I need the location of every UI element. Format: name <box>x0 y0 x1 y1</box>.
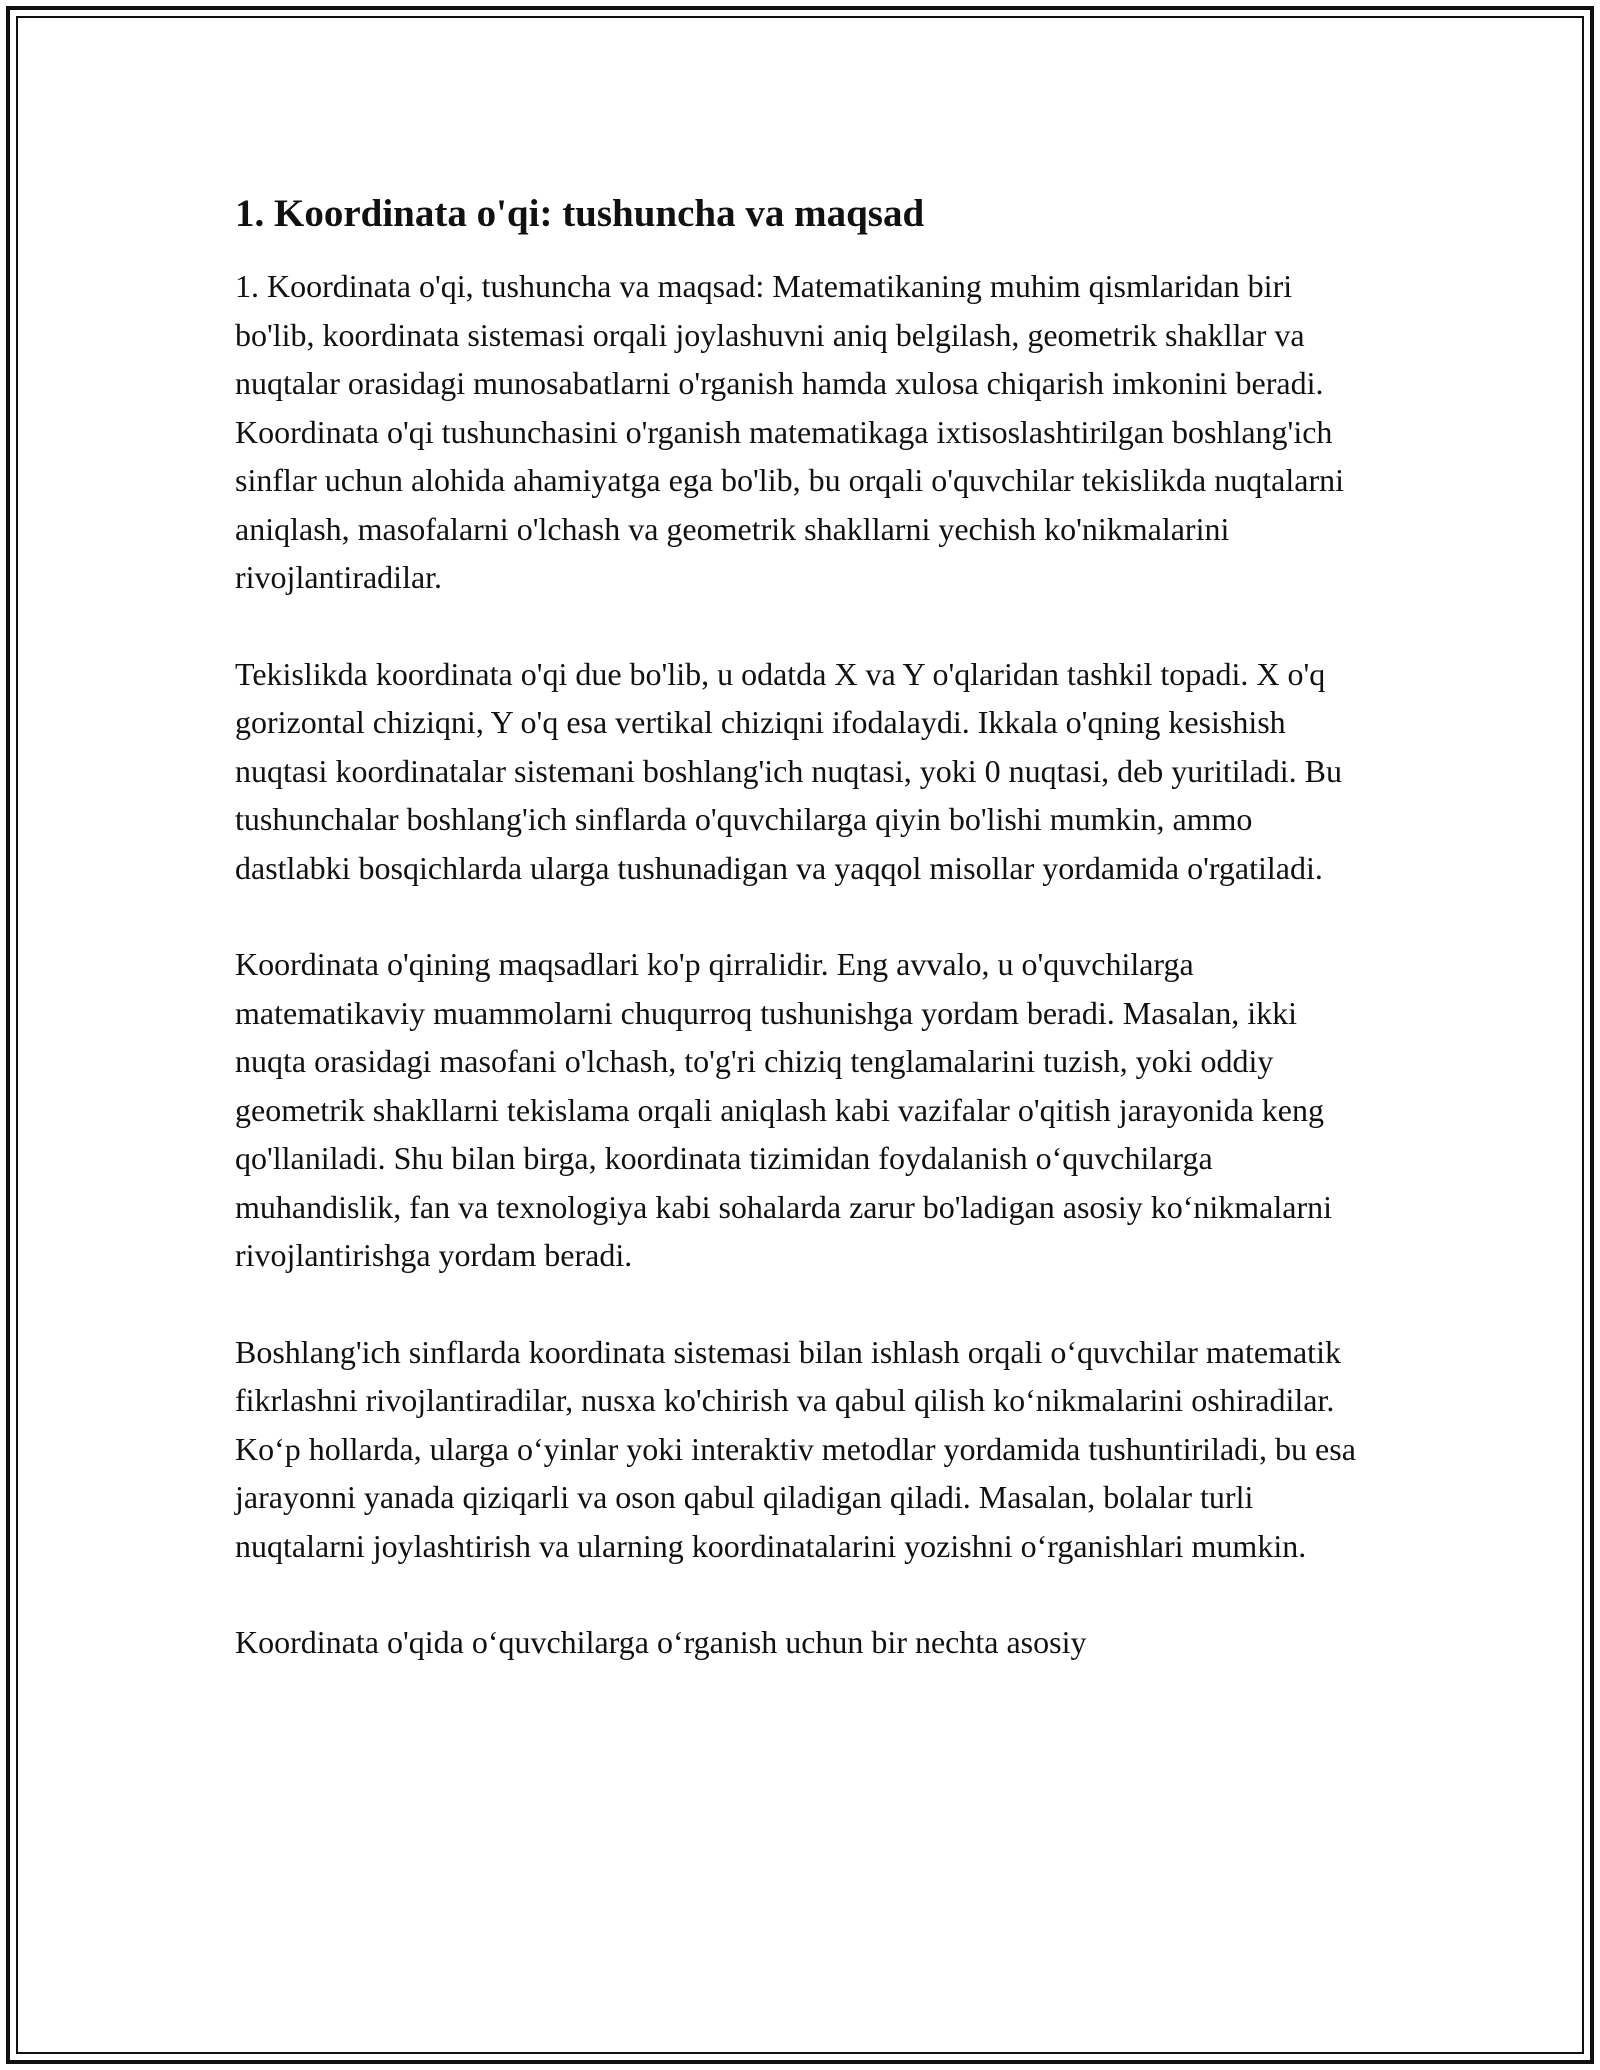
paragraph-2: Tekislikda koordinata o'qi due bo'lib, u odatda X va Y o'qlaridan tashkil topadi. X o'q gorizontal chiziqni, Y o'q esa vertikal chiziqni ifodalaydi. Ikkala o'qning kesishish nuqtasi koordinatalar sistemani boshlang'ich nuqtasi, yoki 0 nuqtasi, deb yuritiladi. Bu tushunchalar boshlang'ich sinflarda o'quvchilarga qiyin bo'lishi mumkin, ammo dastlabki bosqichlarda ularga tushunadigan va yaqqol misollar yordamida o'rgatiladi. <box>235 655 1342 886</box>
paragraph-3: Koordinata o'qining maqsadlari ko'p qirralidir. Eng avvalo, u o'quvchilarga matematikaviy muammolarni chuqurroq tushunishga yordam beradi. Masalan, ikki nuqta orasidagi masofani o'lchash, to'g'ri chiziq tenglamalarini tuzish, yoki oddiy geometrik shakllarni tekislama orqali aniqlash kabi vazifalar o'qitish jarayonida keng qo'llaniladi. Shu bilan birga, koordinata tizimidan foydalanish o‘quvchilarga muhandislik, fan va texnologiya kabi sohalarda zarur bo'ladigan asosiy ko‘nikmalarni rivojlantirishga yordam beradi. <box>235 946 1333 1273</box>
paragraph-4: Boshlang'ich sinflarda koordinata sistemasi bilan ishlash orqali o‘quvchilar matematik fikrlashni rivojlantiradilar, nusxa ko'chirish va qabul qilish ko‘nikmalarini oshiradilar. Ko‘p hollarda, ularga o‘yinlar yoki interaktiv metodlar yordamida tushuntiriladi, bu esa jarayonni yanada qiziqarli va oson qabul qiladigan qiladi. Masalan, bolalar turli nuqtalarni joylashtirish va ularning koordinatalarini yozishni o‘rganishlari mumkin. <box>235 1333 1356 1564</box>
paragraph-1: 1. Koordinata o'qi, tushuncha va maqsad: Matematikaning muhim qismlaridan biri bo'lib, koordinata sistemasi orqali joylashuvni aniq belgilash, geometrik shakllar va nuqtalar orasidagi munosabatlarni o'rganish hamda xulosa chiqarish imkonini beradi. Koordinata o'qi tushunchasini o'rganish matematikaga ixtisoslashtirilgan boshlang'ich sinflar uchun alohida ahamiyatga ega bo'lib, bu orqali o'quvchilar tekislikda nuqtalarni aniqlash, masofalarni o'lchash va geometrik shakllarni yechish ko'nikmalarini rivojlantiradilar. <box>235 268 1344 595</box>
document-body <box>235 188 1375 1667</box>
paragraph-5: Koordinata o'qida o‘quvchilarga o‘rganish uchun bir nechta asosiy <box>235 1624 1087 1660</box>
section-heading: 1. Koordinata o'qi: tushuncha va maqsad <box>235 192 925 235</box>
